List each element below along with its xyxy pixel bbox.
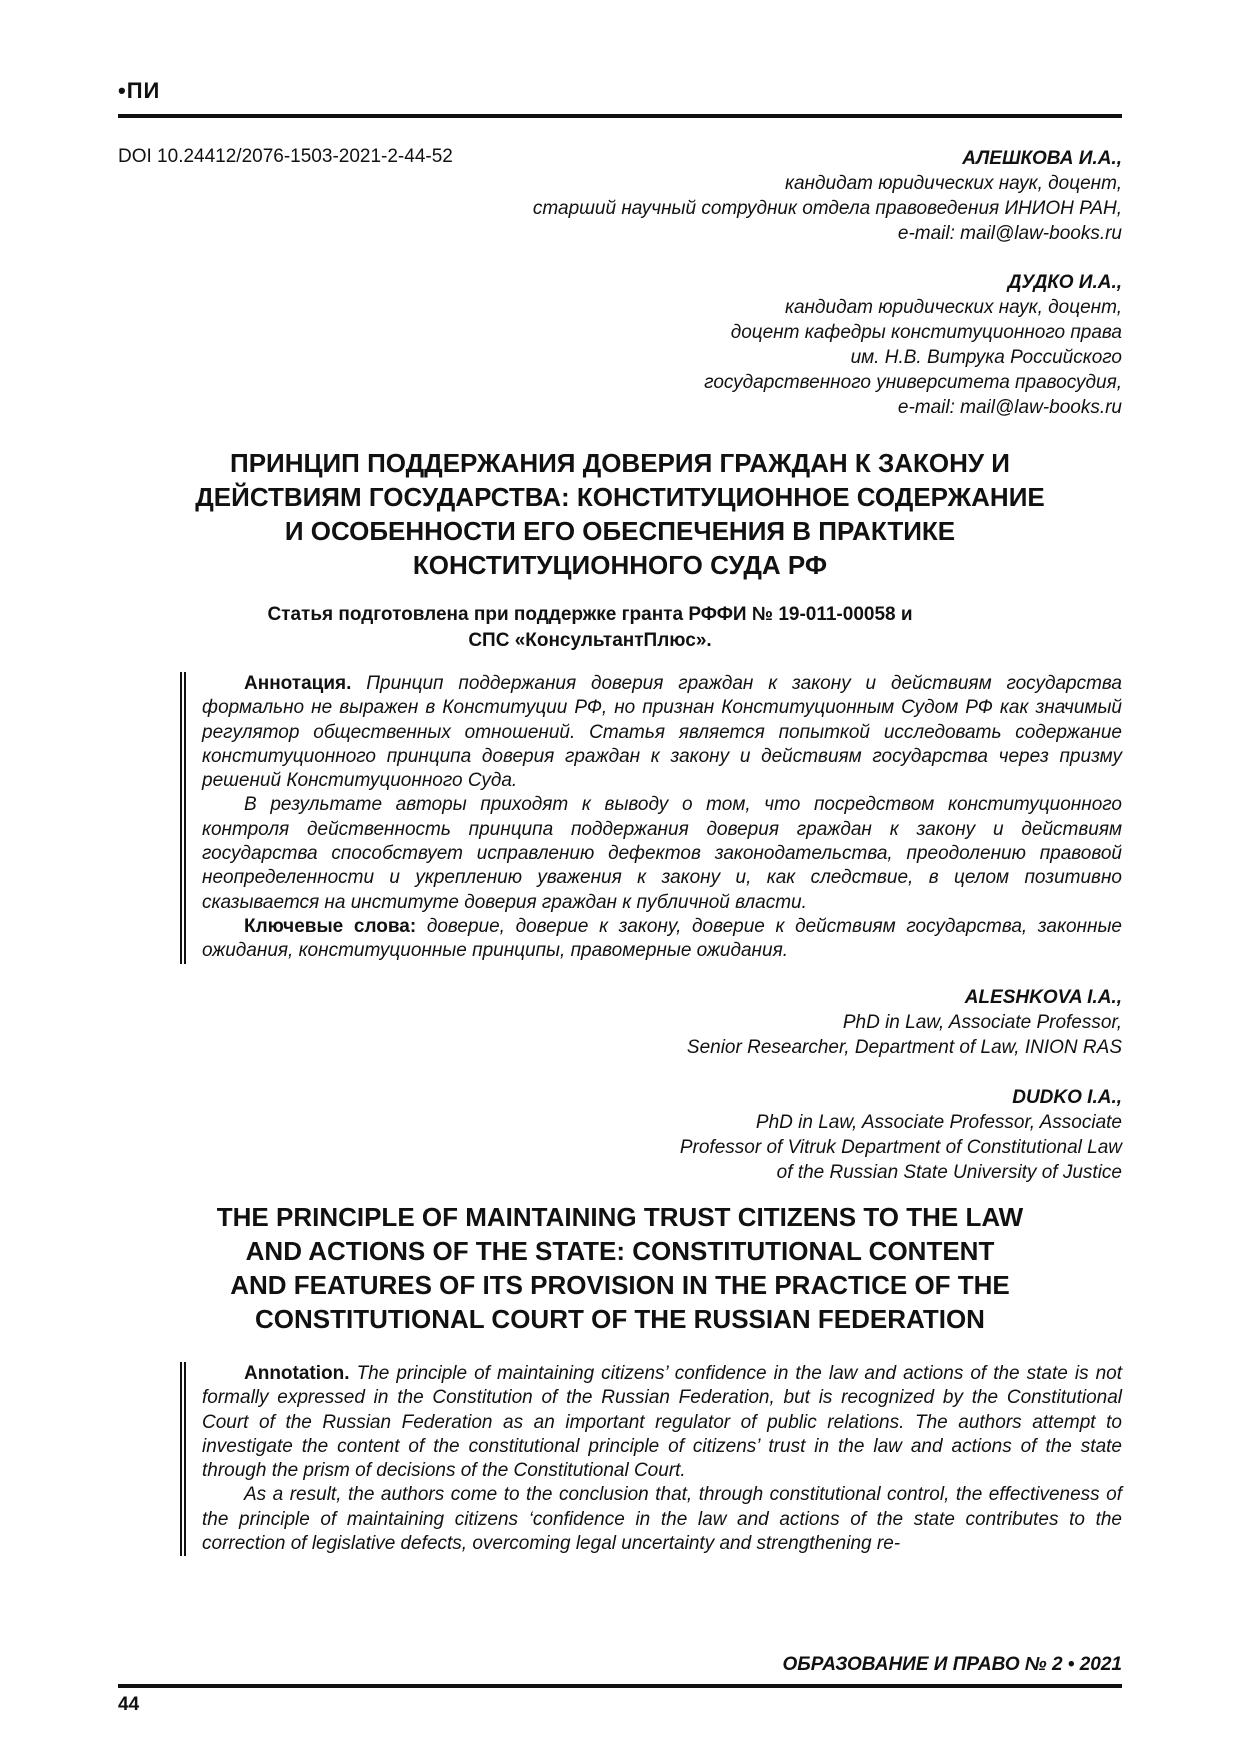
title-line: ДЕЙСТВИЯМ ГОСУДАРСТВА: КОНСТИТУЦИОННОЕ СОДЕРЖАНИЕ — [195, 482, 1045, 512]
title-line: ПРИНЦИП ПОДДЕРЖАНИЯ ДОВЕРИЯ ГРАЖДАН К ЗАКОНУ И — [230, 448, 1010, 478]
author-name: ДУДКО И.А., — [1007, 272, 1122, 293]
author-affiliation-line: PhD in Law, Associate Professor, — [842, 1012, 1122, 1033]
grant-line: Статья подготовлена при поддержке гранта РФФИ № 19-011-00058 и — [267, 604, 913, 625]
author-affiliation-line: Professor of Vitruk Department of Constitutional Law — [679, 1137, 1122, 1158]
grant-line: СПС «КонсультантПлюс». — [468, 630, 712, 651]
author-en-2 — [680, 1085, 1122, 1185]
author-affiliation-line: Senior Researcher, Department of Law, INION RAS — [686, 1037, 1122, 1058]
author-email: e-mail: mail@law-books.ru — [897, 223, 1122, 244]
author-name: DUDKO I.A., — [1012, 1087, 1122, 1108]
author-affiliation-line: доцент кафедры конституционного права — [730, 322, 1122, 343]
doi: DOI 10.24412/2076-1503-2021-2-44-52 — [118, 146, 453, 167]
author-affiliation-line: кандидат юридических наук, доцент, — [785, 297, 1122, 318]
header-rule — [118, 114, 1122, 118]
author-name: АЛЕШКОВА И.А., — [962, 148, 1122, 169]
title-line: И ОСОБЕННОСТИ ЕГО ОБЕСПЕЧЕНИЯ В ПРАКТИКЕ — [284, 516, 956, 546]
author-ru-2 — [704, 270, 1122, 420]
abstract-text: Принцип поддержания доверия граждан к закону и действиям государства формально не выражен в Конституции РФ, но признан Конституционным Судом РФ как значимый регулятор общественных отношений. Статья является попыткой исследовать содержание конституционного принципа доверия граждан к закону и действиям государства через призму решений Конституционного Суда. — [202, 673, 1122, 792]
page-number: 44 — [118, 1694, 140, 1715]
journal-logo-mark: •ПИ — [118, 78, 161, 103]
abstract-en — [180, 1362, 1122, 1556]
abstract-text: The principle of maintaining citizens’ confidence in the law and actions of the state is not formally expressed in the Constitution of the Russian Federation, but is recognized by the Constitutional Court of the Russian Federation as an important regulator of public relations. The authors attempt to investigate the content of the constitutional principle of citizens’ trust in the law and actions of the state through the prism of decisions of the Constitutional Court. — [202, 1363, 1123, 1482]
abstract-ru — [180, 672, 1122, 964]
abstract-paragraph — [202, 672, 1122, 793]
author-affiliation-line: кандидат юридических наук, доцент, — [785, 173, 1122, 194]
abstract-paragraph — [202, 1362, 1122, 1483]
author-affiliation-line: PhD in Law, Associate Professor, Associate — [755, 1112, 1122, 1133]
abstract-paragraph: As a result, the authors come to the conclusion that, through constitutional control, the effectiveness of the principle of maintaining citizens ‘confidence in the law and actions of the state contributes to the correction of legislative defects, overcoming legal uncertainty and strengthening re- — [202, 1484, 1122, 1555]
author-email: e-mail: mail@law-books.ru — [897, 397, 1122, 418]
keywords-label: Ключевые слова: — [244, 915, 417, 937]
keywords-text: доверие, доверие к закону, доверие к действиям государства, законные ожидания, конституционные принципы, правомерные ожидания. — [202, 915, 1122, 962]
title-line: CONSTITUTIONAL COURT OF THE RUSSIAN FEDERATION — [255, 1304, 985, 1334]
title-line: THE PRINCIPLE OF MAINTAINING TRUST CITIZENS TO THE LAW — [216, 1202, 1024, 1232]
author-affiliation-line: им. Н.В. Витрука Российского — [850, 347, 1122, 368]
article-title-ru — [170, 446, 1070, 582]
journal-footer: ОБРАЗОВАНИЕ И ПРАВО № 2 • 2021 — [782, 1654, 1122, 1675]
title-line: КОНСТИТУЦИОННОГО СУДА РФ — [412, 550, 828, 580]
author-affiliation-line: старший научный сотрудник отдела правоведения ИНИОН РАН, — [532, 198, 1122, 219]
abstract-label: Аннотация. — [244, 673, 352, 694]
title-line: AND ACTIONS OF THE STATE: CONSTITUTIONAL CONTENT — [245, 1236, 995, 1266]
abstract-label: Annotation. — [244, 1363, 350, 1384]
abstract-paragraph: В результате авторы приходят к выводу о том, что посредством конституционного контроля действенность принципа поддержания доверия граждан к закону и действиям государства способствует исправлению дефектов законодательства, преодолению правовой неопределенности и укреплению уважения к закону и, как следствие, в целом позитивно сказывается на институте доверия граждан к публичной власти. — [202, 794, 1122, 913]
article-title-en — [170, 1200, 1070, 1336]
author-ru-1 — [533, 146, 1122, 246]
grant-note — [200, 602, 980, 654]
author-name: ALESHKOVA I.A., — [964, 987, 1122, 1008]
author-en-1 — [687, 985, 1122, 1060]
keywords-paragraph — [202, 915, 1122, 964]
footer-rule — [118, 1684, 1122, 1688]
title-line: AND FEATURES OF ITS PROVISION IN THE PRACTICE OF THE — [230, 1270, 1010, 1300]
author-affiliation-line: of the Russian State University of Justice — [776, 1162, 1122, 1183]
author-affiliation-line: государственного университета правосудия, — [704, 372, 1122, 393]
